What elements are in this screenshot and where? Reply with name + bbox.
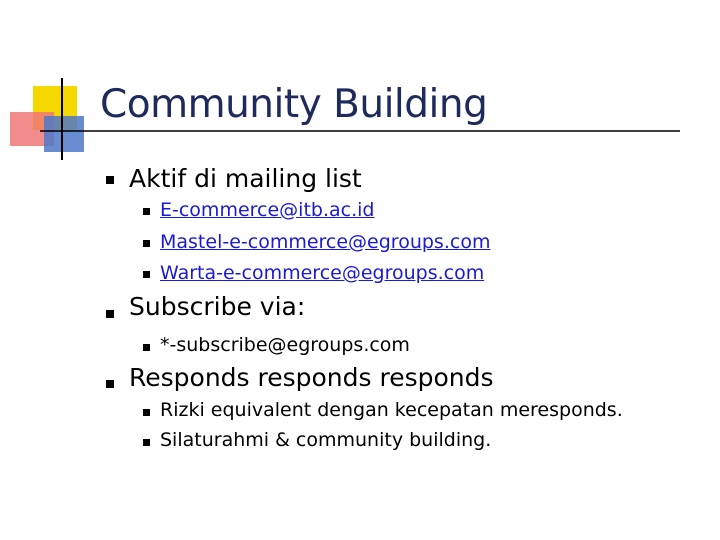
bullet-icon bbox=[143, 208, 150, 215]
bullet-icon bbox=[106, 380, 114, 388]
bullet-icon bbox=[143, 240, 150, 247]
deco-blue-square bbox=[44, 116, 84, 152]
list-item-subscribe: Subscribe via: bbox=[129, 292, 306, 321]
bullet-icon bbox=[143, 271, 150, 278]
list-item-responds: Responds responds responds bbox=[129, 363, 494, 392]
slide-title: Community Building bbox=[100, 82, 488, 127]
bullet-icon bbox=[106, 176, 114, 184]
link-warta-mailing-list[interactable]: Warta-e-commerce@egroups.com bbox=[160, 262, 485, 284]
bullet-icon bbox=[143, 409, 150, 416]
bullet-icon bbox=[143, 439, 150, 446]
subscribe-address: *-subscribe@egroups.com bbox=[160, 334, 410, 356]
bullet-icon bbox=[106, 310, 114, 318]
list-item-mailing-list: Aktif di mailing list bbox=[129, 164, 362, 193]
link-mastel-mailing-list[interactable]: Mastel-e-commerce@egroups.com bbox=[160, 231, 491, 253]
link-itb-mailing-list[interactable]: E-commerce@itb.ac.id bbox=[160, 199, 375, 221]
responds-subitem-rizki: Rizki equivalent dengan kecepatan meresponds. bbox=[160, 399, 623, 421]
bullet-icon bbox=[143, 344, 150, 351]
responds-subitem-silaturahmi: Silaturahmi & community building. bbox=[160, 429, 492, 451]
